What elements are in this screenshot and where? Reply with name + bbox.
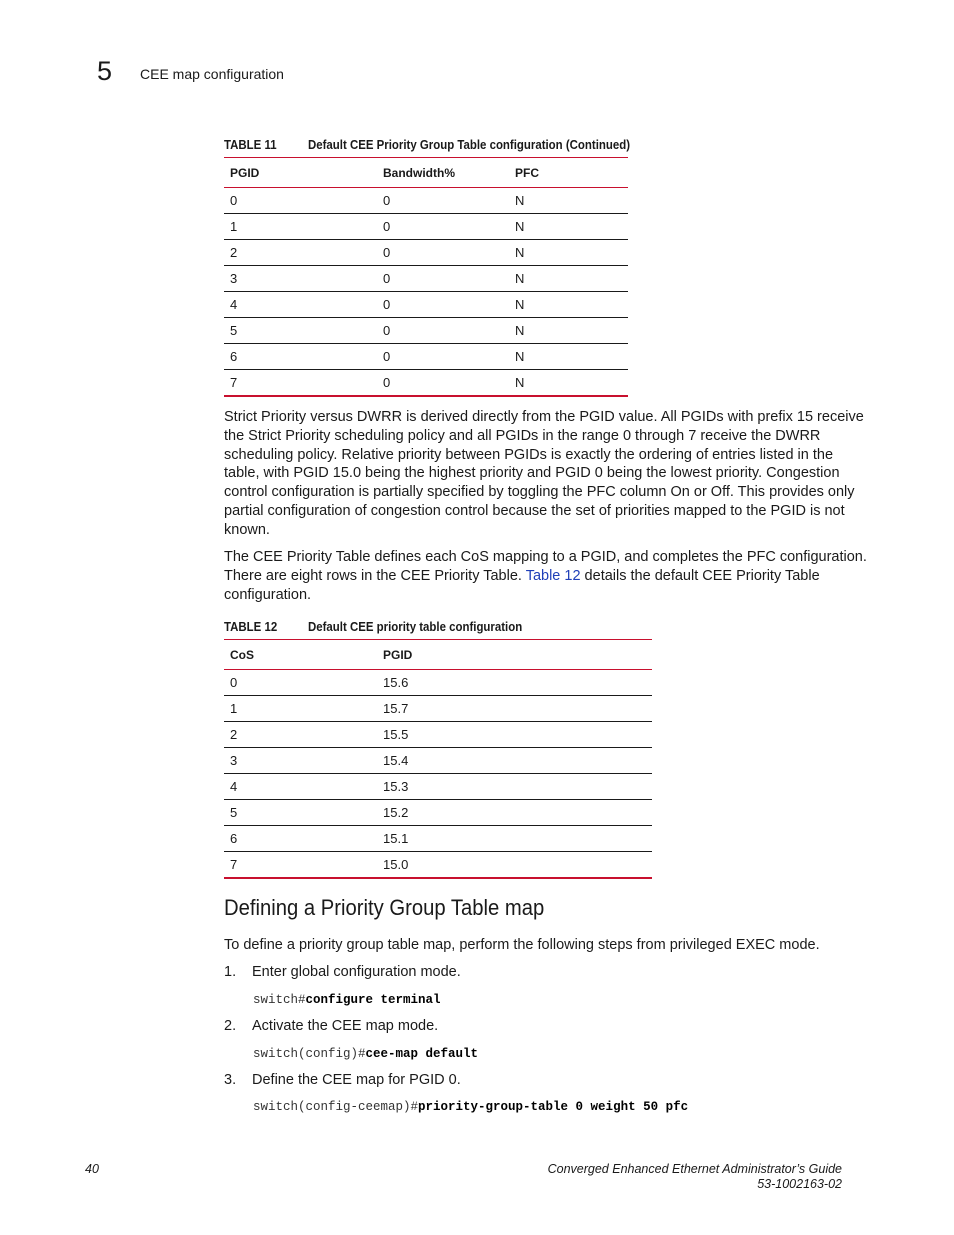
- table-cell: 0: [224, 670, 377, 696]
- table-cell: N: [509, 292, 628, 318]
- table-cell: N: [509, 344, 628, 370]
- table-cell: 5: [224, 318, 377, 344]
- table-row: [224, 774, 652, 800]
- column-header: PFC: [509, 158, 628, 188]
- step-text: Define the CEE map for PGID 0.: [252, 1072, 461, 1088]
- command-prompt: switch(config)#: [253, 1047, 366, 1061]
- command-2: [253, 1047, 478, 1061]
- table-cell: 0: [377, 188, 509, 214]
- table-cell: 0: [377, 318, 509, 344]
- table-cell: 15.5: [377, 722, 652, 748]
- table-row: [224, 696, 652, 722]
- table-cell: 7: [224, 852, 377, 879]
- table-row: [224, 748, 652, 774]
- step-number: 2.: [224, 1018, 237, 1034]
- table-cell: 4: [224, 774, 377, 800]
- table-cell: 6: [224, 344, 377, 370]
- table-cell: 0: [377, 370, 509, 397]
- column-header: CoS: [224, 640, 377, 670]
- table-cell: 15.4: [377, 748, 652, 774]
- command-text: configure terminal: [305, 993, 441, 1007]
- column-header: PGID: [224, 158, 377, 188]
- table-cell: N: [509, 318, 628, 344]
- paragraph-priority-table: [224, 548, 869, 604]
- table-row: [224, 240, 628, 266]
- table-cell: 6: [224, 826, 377, 852]
- paragraph-strict-priority: Strict Priority versus DWRR is derived directly from the PGID value. All PGIDs with prefix 15 receive the Strict Priority scheduling policy and all PGIDs in the range 0 through 7 receive the DWRR scheduling policy. Relative priority between PGIDs is exactly the ordering of entries listed in the table, with PGID 15.0 being the highest priority and PGID 0 being the lowest priority. Congestion control configuration is partially specified by toggling the PFC column On or Off. This provides only partial configuration of congestion control because the set of priorities mapped to the PGID is not known.: [224, 409, 864, 538]
- step-text: Activate the CEE map mode.: [252, 1018, 439, 1034]
- step-3: [224, 1072, 461, 1088]
- table-cell: 3: [224, 748, 377, 774]
- table-cell: 0: [377, 266, 509, 292]
- table-row: [224, 370, 628, 397]
- table-cell: N: [509, 188, 628, 214]
- table-row: [224, 344, 628, 370]
- table12-link[interactable]: Table 12: [525, 567, 581, 584]
- table-row: [224, 266, 628, 292]
- table12-label: TABLE 12: [224, 619, 278, 634]
- step-number: 1.: [224, 964, 237, 980]
- column-header: PGID: [377, 640, 652, 670]
- table-cell: 0: [224, 188, 377, 214]
- section-intro: To define a priority group table map, perform the following steps from privileged EXEC mode.: [224, 937, 820, 953]
- step-text: Enter global configuration mode.: [252, 964, 461, 980]
- chapter-title: CEE map configuration: [140, 66, 284, 82]
- table11-label: TABLE 11: [224, 137, 277, 152]
- table-row: [224, 722, 652, 748]
- table12-caption: Default CEE priority table configuration: [308, 619, 523, 634]
- table-cell: 5: [224, 800, 377, 826]
- table-cell: 2: [224, 722, 377, 748]
- document-title: Converged Enhanced Ethernet Administrator’s Guide: [547, 1162, 842, 1176]
- paragraph-text-after: details the default CEE Priority Table configuration.: [224, 567, 820, 603]
- table-cell: 15.3: [377, 774, 652, 800]
- table-cell: 15.0: [377, 852, 652, 879]
- table-cell: 15.7: [377, 696, 652, 722]
- table-cell: N: [509, 370, 628, 397]
- table-row: [224, 292, 628, 318]
- table-cell: 0: [377, 214, 509, 240]
- table-cell: 4: [224, 292, 377, 318]
- table-cell: N: [509, 214, 628, 240]
- table-header-row: [224, 640, 652, 670]
- column-header: Bandwidth%: [377, 158, 509, 188]
- section-heading: Defining a Priority Group Table map: [224, 895, 545, 920]
- command-text: priority-group-table 0 weight 50 pfc: [418, 1100, 689, 1114]
- step-1: [224, 964, 461, 980]
- table-cell: 7: [224, 370, 377, 397]
- table-row: [224, 188, 628, 214]
- step-number: 3.: [224, 1072, 237, 1088]
- table-cell: 0: [377, 344, 509, 370]
- paragraph-text-before: The CEE Priority Table defines each CoS mapping to a PGID, and completes the PFC configuration. There are eight rows in the CEE Priority Table.: [224, 549, 867, 584]
- step-2: [224, 1018, 438, 1034]
- table-cell: 2: [224, 240, 377, 266]
- table-row: [224, 670, 652, 696]
- table-cell: N: [509, 240, 628, 266]
- table-cell: N: [509, 266, 628, 292]
- chapter-number: 5: [97, 56, 113, 86]
- table-row: [224, 800, 652, 826]
- table-row: [224, 318, 628, 344]
- table-row: [224, 852, 652, 879]
- command-1: [253, 993, 441, 1007]
- table-cell: 15.1: [377, 826, 652, 852]
- table-cell: 3: [224, 266, 377, 292]
- table12: [224, 639, 652, 879]
- table-cell: 15.6: [377, 670, 652, 696]
- table-row: [224, 214, 628, 240]
- command-prompt: switch#: [253, 993, 306, 1007]
- table-cell: 15.2: [377, 800, 652, 826]
- command-text: cee-map default: [365, 1047, 479, 1061]
- table-header-row: [224, 158, 628, 188]
- command-prompt: switch(config-ceemap)#: [253, 1100, 419, 1114]
- table-cell: 0: [377, 292, 509, 318]
- document-number: 53-1002163-02: [757, 1177, 842, 1191]
- table-cell: 1: [224, 696, 377, 722]
- table11: [224, 157, 628, 397]
- table-row: [224, 826, 652, 852]
- table11-caption: Default CEE Priority Group Table configuration (Continued): [308, 137, 631, 152]
- command-3: [253, 1100, 688, 1114]
- table-cell: 0: [377, 240, 509, 266]
- table-cell: 1: [224, 214, 377, 240]
- page-number: 40: [85, 1162, 99, 1176]
